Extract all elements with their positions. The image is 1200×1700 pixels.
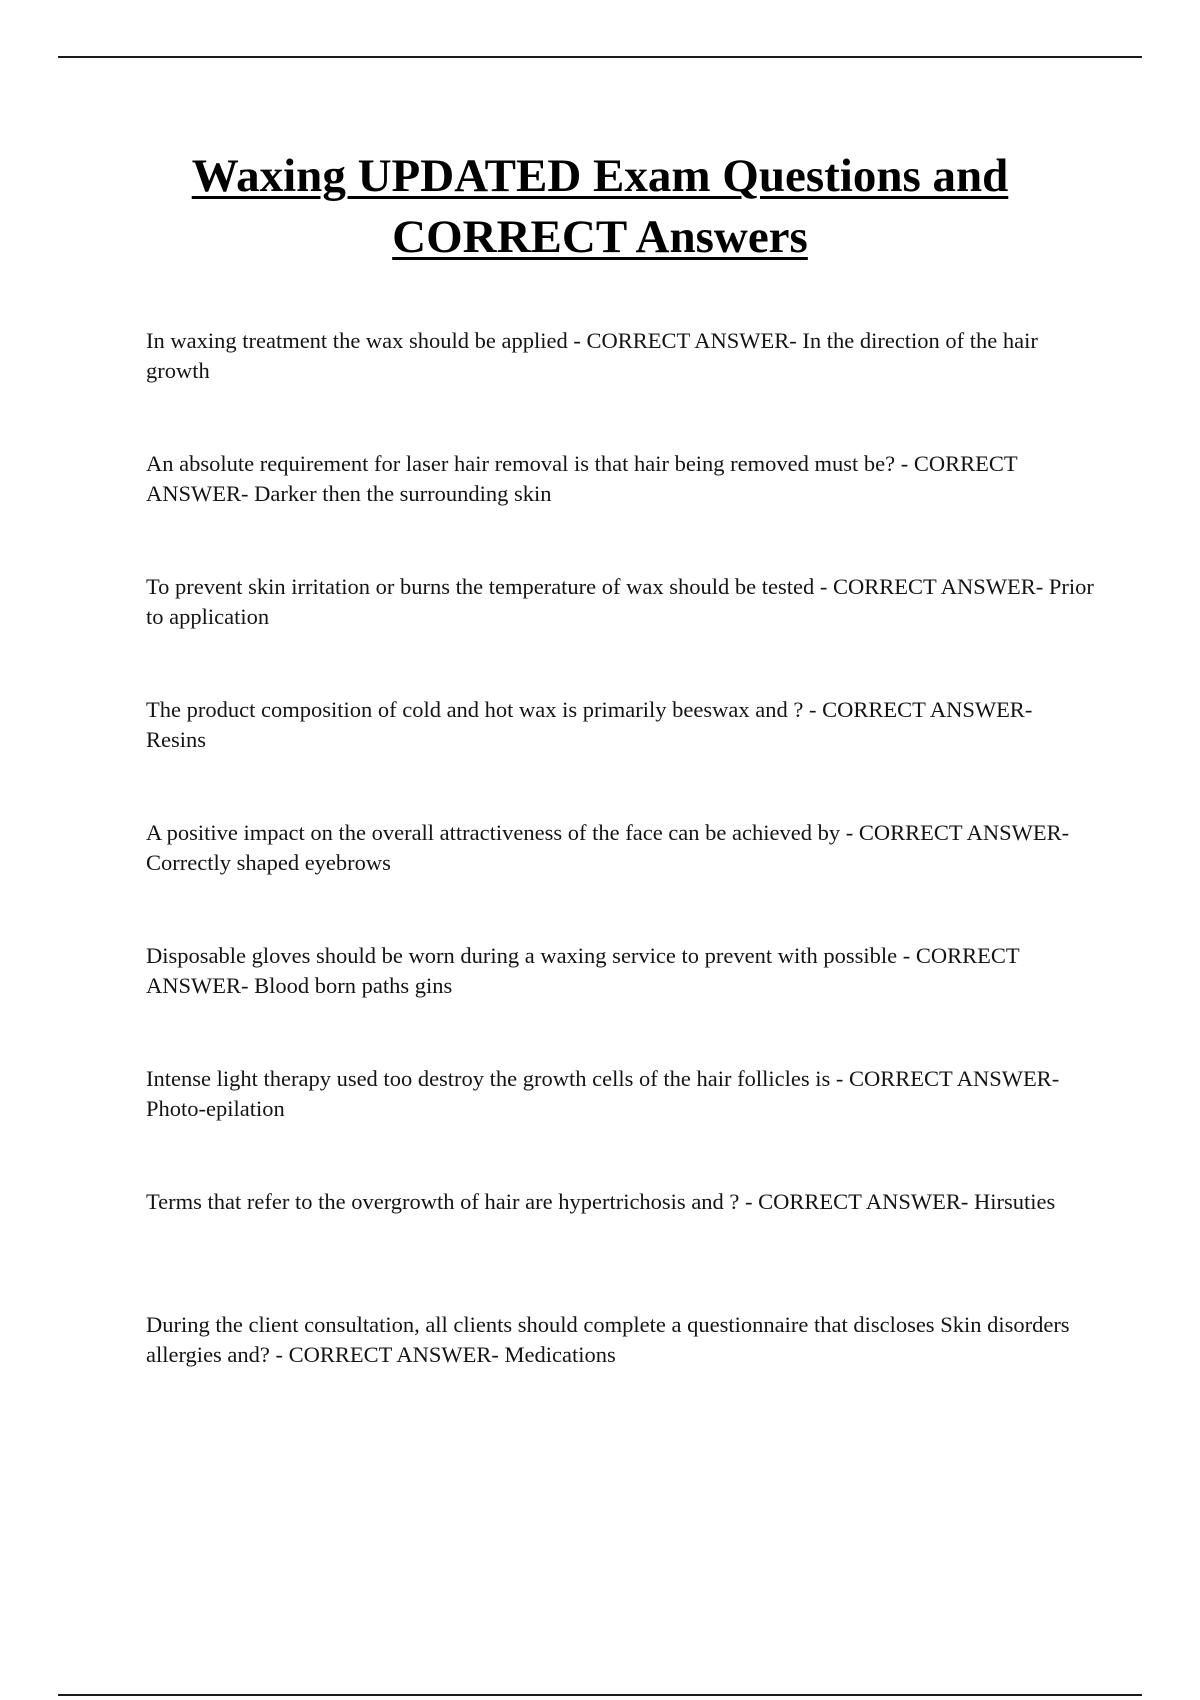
qa-item: In waxing treatment the wax should be applied - CORRECT ANSWER- In the direction of the hair growth: [146, 328, 1038, 383]
top-rule: [58, 56, 1142, 58]
qa-list: [146, 326, 1096, 1433]
qa-item: To prevent skin irritation or burns the temperature of wax should be tested - CORRECT ANSWER- Prior to application: [146, 574, 1094, 629]
qa-item: Terms that refer to the overgrowth of hair are hypertrichosis and ? - CORRECT ANSWER- Hirsuties: [146, 1189, 1056, 1214]
qa-item: A positive impact on the overall attractiveness of the face can be achieved by - CORRECT ANSWER- Correctly shaped eyebrows: [146, 820, 1070, 875]
document-title: [100, 146, 1100, 268]
bottom-rule: [58, 1694, 1142, 1696]
qa-item: Disposable gloves should be worn during a waxing service to prevent with possible - CORRECT ANSWER- Blood born paths gins: [146, 943, 1020, 998]
qa-item: The product composition of cold and hot wax is primarily beeswax and ? - CORRECT ANSWER- Resins: [146, 697, 1033, 752]
qa-item: An absolute requirement for laser hair removal is that hair being removed must be? - CORRECT ANSWER- Darker then the surrounding skin: [146, 451, 1018, 506]
qa-item: During the client consultation, all clients should complete a questionnaire that discloses Skin disorders allergies and? - CORRECT ANSWER- Medications: [146, 1312, 1070, 1367]
document-title-text: Waxing UPDATED Exam Questions and CORRECT Answers: [191, 150, 1009, 263]
qa-item: Intense light therapy used too destroy the growth cells of the hair follicles is - CORRECT ANSWER- Photo-epilation: [146, 1066, 1060, 1121]
